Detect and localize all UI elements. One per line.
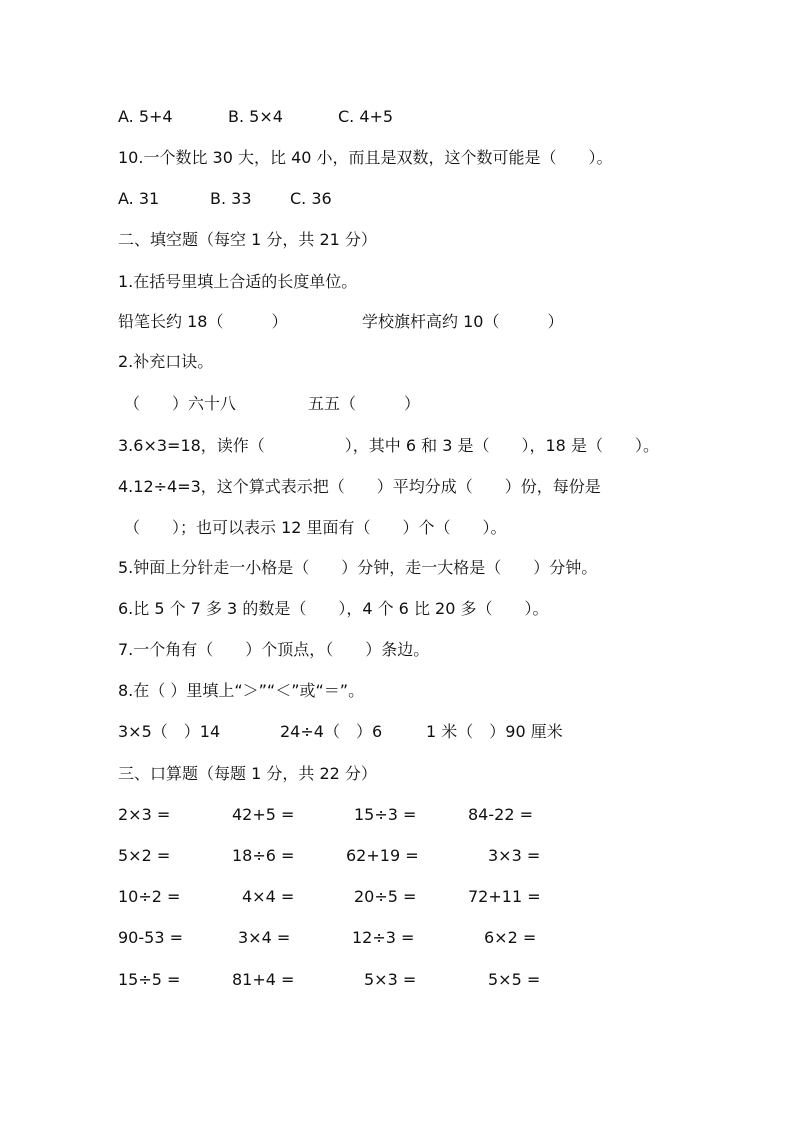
s2-q3[interactable]: 3.6×3=18，读作（ ），其中 6 和 3 是（ ），18 是（ ）。 [118, 436, 659, 455]
q10-option-a[interactable]: A. 31 [118, 189, 160, 208]
s2-q1-blank-a[interactable]: 铅笔长约 18（ ） [118, 312, 288, 331]
s2-q2-blank-b[interactable]: 五五（ ） [308, 394, 421, 413]
mental-math-item[interactable]: 15÷5 = [118, 970, 181, 989]
mental-math-item[interactable]: 18÷6 = [232, 846, 295, 865]
q9-option-a[interactable]: A. 5+4 [118, 107, 173, 126]
mental-math-item[interactable]: 5×2 = [118, 846, 171, 865]
s2-q1-blank-b[interactable]: 学校旗杆高约 10（ ） [362, 312, 564, 331]
s2-q2-blank-a[interactable]: （ ）六十八 [124, 394, 237, 413]
mental-math-item[interactable]: 81+4 = [232, 970, 295, 989]
mental-math-item[interactable]: 62+19 = [346, 846, 419, 865]
s2-q8-stem: 8.在（ ）里填上“＞”“＜”或“＝”。 [118, 681, 365, 700]
mental-math-item[interactable]: 2×3 = [118, 805, 171, 824]
section2-title: 二、填空题（每空 1 分，共 21 分） [118, 230, 377, 249]
mental-math-item[interactable]: 20÷5 = [354, 887, 417, 906]
mental-math-item[interactable]: 3×4 = [238, 928, 291, 947]
mental-math-item[interactable]: 3×3 = [488, 846, 541, 865]
mental-math-item[interactable]: 42+5 = [232, 805, 295, 824]
s2-q8-item-a[interactable]: 3×5（ ）14 [118, 722, 221, 741]
s2-q7[interactable]: 7.一个角有（ ）个顶点，（ ）条边。 [118, 640, 430, 659]
mental-math-item[interactable]: 90-53 = [118, 928, 183, 947]
s2-q6[interactable]: 6.比 5 个 7 多 3 的数是（ ），4 个 6 比 20 多（ ）。 [118, 599, 549, 618]
mental-math-item[interactable]: 5×3 = [364, 970, 417, 989]
s2-q4-line1[interactable]: 4.12÷4=3，这个算式表示把（ ）平均分成（ ）份，每份是 [118, 477, 601, 496]
q9-option-b[interactable]: B. 5×4 [228, 107, 283, 126]
mental-math-item[interactable]: 12÷3 = [352, 928, 415, 947]
mental-math-item[interactable]: 72+11 = [468, 887, 541, 906]
s2-q8-item-c[interactable]: 1 米（ ）90 厘米 [426, 722, 563, 741]
s2-q8-item-b[interactable]: 24÷4（ ）6 [280, 722, 383, 741]
s2-q2-stem: 2.补充口诀。 [118, 352, 214, 371]
q10-option-c[interactable]: C. 36 [290, 189, 332, 208]
q9-option-c[interactable]: C. 4+5 [338, 107, 394, 126]
mental-math-item[interactable]: 15÷3 = [354, 805, 417, 824]
mental-math-item[interactable]: 5×5 = [488, 970, 541, 989]
mental-math-item[interactable]: 84-22 = [468, 805, 533, 824]
mental-math-item[interactable]: 10÷2 = [118, 887, 181, 906]
s2-q1-stem: 1.在括号里填上合适的长度单位。 [118, 272, 358, 291]
q10-option-b[interactable]: B. 33 [210, 189, 252, 208]
s2-q4-line2[interactable]: （ ）；也可以表示 12 里面有（ ）个（ ）。 [124, 518, 507, 537]
mental-math-item[interactable]: 4×4 = [242, 887, 295, 906]
q10-stem: 10.一个数比 30 大，比 40 小，而且是双数，这个数可能是（ ）。 [118, 148, 613, 167]
section3-title: 三、口算题（每题 1 分，共 22 分） [118, 764, 377, 783]
mental-math-item[interactable]: 6×2 = [484, 928, 537, 947]
s2-q5[interactable]: 5.钟面上分针走一小格是（ ）分钟，走一大格是（ ）分钟。 [118, 558, 598, 577]
